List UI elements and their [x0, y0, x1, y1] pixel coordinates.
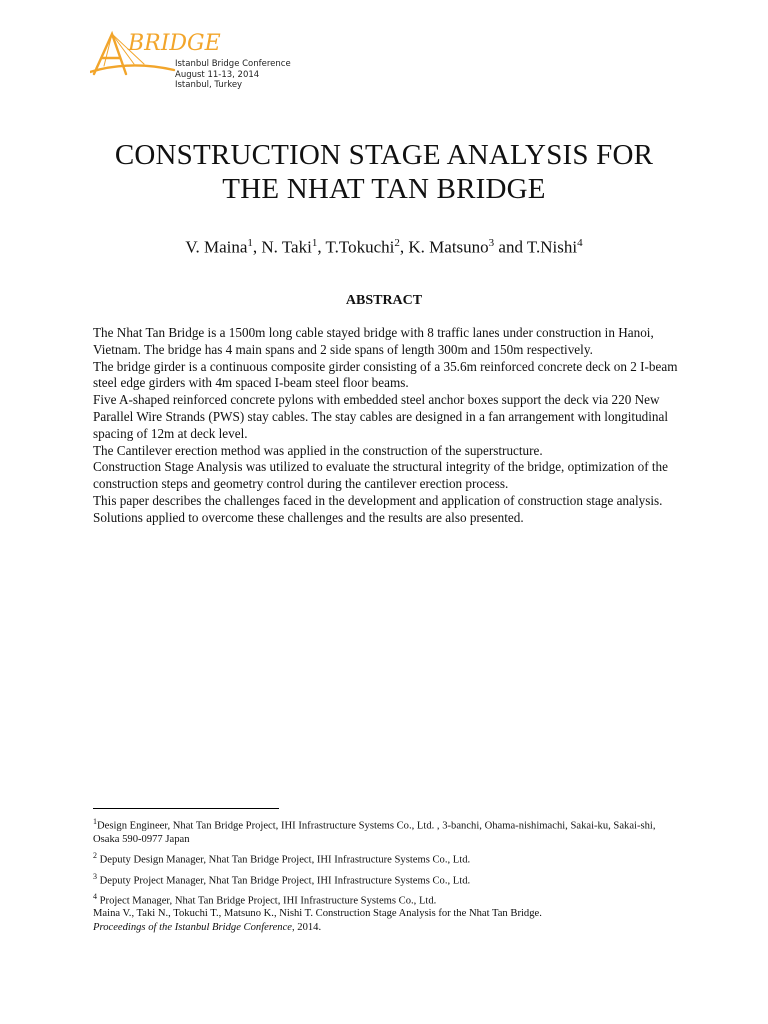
abstract-heading: ABSTRACT [345, 293, 423, 308]
citation-source [93, 921, 693, 935]
abstract-paragraph: The Nhat Tan Bridge is a 1500m long cable stayed bridge with 8 traffic lanes under construction in Hanoi, Vietnam. The bridge has 4 main spans and 2 side spans of length 300m and 150m respectively. [93, 325, 654, 357]
footnote-mark: 2 [93, 850, 97, 860]
author-separator: , [317, 237, 326, 257]
author-name: K. Matsuno [408, 237, 489, 257]
footnote-text: Design Engineer, Nhat Tan Bridge Project, IHI Infrastructure Systems Co., Ltd. , 3-banchi, Ohama-nishimachi, Sakai-ku, Sakai-shi, Osaka 590-0977 Japan [93, 820, 656, 845]
abstract-paragraph: Five A-shaped reinforced concrete pylons with embedded steel anchor boxes support the deck via 220 New Parallel Wire Strands (PWS) stay cables. The stay cables are designed in a fan arrangement with longitudinal spacing of 12m at deck level. [93, 392, 669, 441]
author-name: T.Nishi [526, 237, 578, 257]
footnote [93, 890, 683, 908]
footnote-divider [93, 808, 279, 809]
author-affiliation-mark: 1 [311, 237, 318, 249]
abstract-paragraph: The bridge girder is a continuous composite girder consisting of a 35.6m reinforced concrete deck on 2 I-beam steel edge girders with 4m spaced I-beam steel floor beams. [93, 358, 678, 391]
author-name: V. Maina [185, 237, 248, 257]
footnote-text: Project Manager, Nhat Tan Bridge Project, IHI Infrastructure Systems Co., Ltd. [97, 895, 437, 907]
author-separator: , [252, 237, 262, 257]
author-separator: and [494, 237, 527, 257]
paper-title-line-1: CONSTRUCTION STAGE ANALYSIS FOR [114, 139, 654, 171]
author-name: T.Tokuchi [325, 237, 395, 257]
paper-title [0, 138, 768, 206]
citation-text: Maina V., Taki N., Tokuchi T., Matsuno K., Nishi T. Construction Stage Analysis for the Nhat Tan Bridge. [93, 908, 542, 919]
citation [93, 907, 693, 935]
footnote-mark: 4 [93, 892, 97, 902]
proceedings-title: Proceedings of the Istanbul Bridge Conference [93, 922, 292, 933]
footnote-mark: 3 [93, 871, 97, 881]
citation-year: , 2014. [291, 922, 322, 933]
author-affiliation-mark: 3 [488, 237, 495, 249]
author-affiliation-mark: 1 [247, 237, 253, 249]
author-affiliation-mark: 2 [394, 237, 400, 249]
abstract-body [93, 325, 678, 527]
logo-wordmark: BRIDGE [128, 31, 221, 56]
footnote-text: Deputy Project Manager, Nhat Tan Bridge Project, IHI Infrastructure Systems Co., Ltd. [97, 875, 471, 887]
author-name: N. Taki [261, 237, 312, 257]
conference-location: Istanbul, Turkey [175, 80, 243, 90]
footnote [93, 849, 683, 867]
footnote [93, 870, 683, 888]
footnote [93, 815, 683, 846]
footnote-text: Deputy Design Manager, Nhat Tan Bridge Project, IHI Infrastructure Systems Co., Ltd. [97, 854, 471, 866]
author-affiliation-mark: 4 [577, 237, 583, 249]
paper-title-line-2: THE NHAT TAN BRIDGE [222, 173, 546, 205]
abstract-paragraph: This paper describes the challenges faced in the development and application of construction stage analysis. Solutions applied to overcome these challenges and the results are also presented. [93, 492, 663, 525]
author-list [0, 237, 768, 258]
author-separator: , [399, 237, 409, 257]
footnotes [93, 815, 683, 911]
conference-dates: August 11-13, 2014 [175, 69, 260, 80]
abstract-paragraph: The Cantilever erection method was applied in the construction of the superstructure. [93, 442, 543, 458]
abstract-paragraph: Construction Stage Analysis was utilized to evaluate the structural integrity of the bridge, optimization of the construction steps and geometry control during the cantilever erection process. [93, 459, 668, 492]
conference-info [175, 59, 291, 91]
conference-name: Istanbul Bridge Conference [175, 59, 291, 69]
footnote-mark: 1 [93, 817, 97, 826]
